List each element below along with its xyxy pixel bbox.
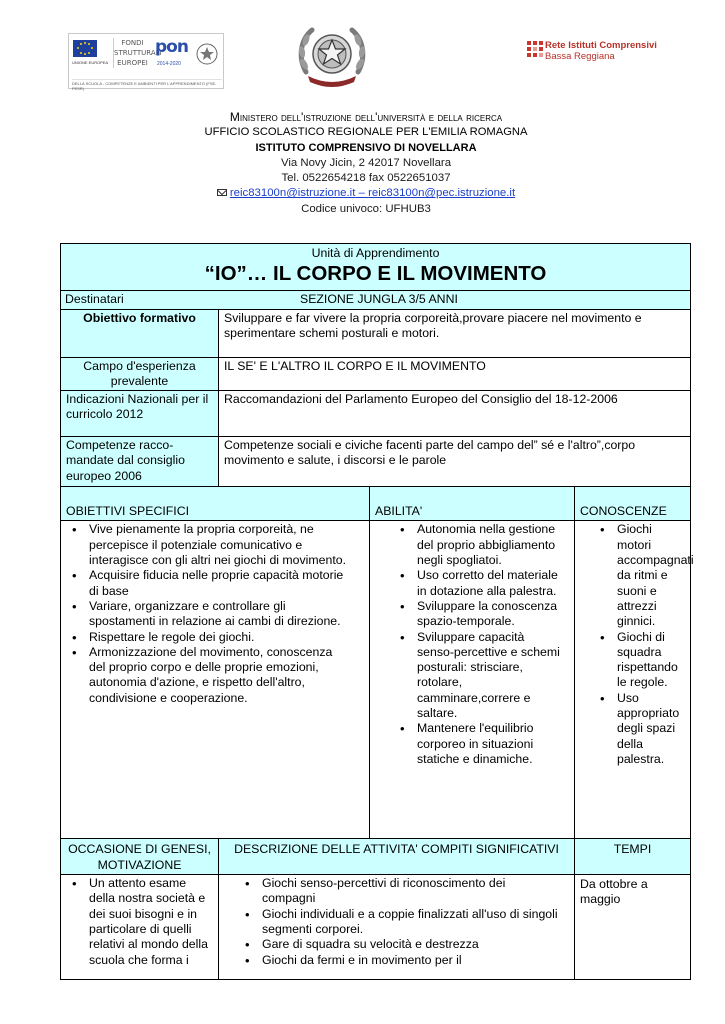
destinatari-row xyxy=(61,291,691,309)
list-item: • Giochi di squadra rispettando le regole. xyxy=(594,630,682,691)
occasione-cell xyxy=(61,875,219,980)
unit-title-cell xyxy=(61,244,691,291)
ministry-emblem-icon xyxy=(193,40,221,68)
rete-mark-icon xyxy=(527,41,543,57)
list-item: • Armonizzazione del movimento, conoscenza del proprio corpo e delle proprie emozioni, autonomia d'azione, e rispetto dell'altro, condivisione e cooperazione. xyxy=(66,645,351,706)
rete-area: Bassa Reggiana xyxy=(545,51,615,62)
destinatari-value: SEZIONE JUNGLA 3/5 ANNI xyxy=(300,292,458,307)
obiettivi-specifici-list xyxy=(66,522,351,706)
list-item: • Un attento esame della nostra società e dei suoi bisogni e in particolare di quelli relativi al mondo della scuola che forma i xyxy=(66,876,210,968)
conoscenze-cell xyxy=(575,521,694,839)
list-item: • Rispettare le regole dei giochi. xyxy=(66,630,351,645)
obiettivo-label: Obiettivo formativo xyxy=(61,309,219,357)
occasione-list xyxy=(66,876,210,968)
list-item: • Uso appropriato degli spazi della palestra. xyxy=(594,691,682,767)
rete-name: Rete Istituti Comprensivi xyxy=(545,40,657,51)
descrizione-cell xyxy=(219,875,575,980)
list-item: • Vive pienamente la propria corporeità, ne percepisce il potenziale comunicativo e interagisce con gli altri nei giochi di movimento. xyxy=(66,522,351,568)
pec-link[interactable]: reic83100n@pec.istruzione.it xyxy=(368,187,516,200)
campo-label: Campo d'esperienza prevalente xyxy=(61,357,219,391)
school-address-block xyxy=(150,110,582,217)
eu-flag-icon xyxy=(73,40,97,57)
list-item: • Autonomia nella gestione del proprio abbigliamento negli spogliatoi. xyxy=(394,522,562,568)
header-conoscenze: CONOSCENZE xyxy=(575,487,691,521)
school-street: Via Novy Jicin, 2 42017 Novellara xyxy=(280,156,452,169)
pon-footer-text: DELLA SCUOLA - COMPETENZE E AMBIENTI PER L'APPRENDIMENTO (FSE-FESR) xyxy=(72,79,222,91)
list-item: • Sviluppare la conoscenza spazio-temporale. xyxy=(394,599,562,630)
list-item: • Sviluppare capacità senso-percettive e schemi posturali: strisciare, rotolare, camminare,correre e saltare. xyxy=(394,630,562,722)
school-code: Codice univoco: UFHUB3 xyxy=(301,202,431,215)
competenze-label: Competenze racco-mandate dal consiglio europeo 2006 xyxy=(61,437,219,487)
header-abilita: ABILITA' xyxy=(370,487,575,521)
header-descrizione: DESCRIZIONE DELLE ATTIVITA' COMPITI SIGNIFICATIVI xyxy=(219,839,575,875)
list-item: • Uso corretto del materiale in dotazione alla palestra. xyxy=(394,568,562,599)
header-obiettivi-specifici: OBIETTIVI SPECIFICI xyxy=(61,487,370,521)
email-separator: – xyxy=(355,187,369,200)
eu-label: UNIONE EUROPEA xyxy=(72,60,109,65)
school-phone: Tel. 0522654218 fax 0522651037 xyxy=(281,172,451,185)
campo-value: IL SE' E L'ALTRO IL CORPO E IL MOVIMENTO xyxy=(219,357,691,391)
italian-republic-emblem-icon xyxy=(294,20,370,90)
list-item: • Giochi individuali e a coppie finalizzati all'uso di singoli segmenti corporei. xyxy=(239,907,560,938)
ministry-name: Ministero dell'istruzione dell'università e della ricerca xyxy=(229,110,503,124)
list-item: • Giochi da fermi e in movimento per il xyxy=(239,953,560,968)
obiettivi-specifici-cell xyxy=(61,521,370,839)
list-item: • Variare, organizzare e controllare gli spostamenti in relazione ai cambi di direzione. xyxy=(66,599,351,630)
list-item: • Gare di squadra su velocità e destrezza xyxy=(239,937,560,952)
abilita-cell xyxy=(370,521,575,839)
indicazioni-value: Raccomandazioni del Parlamento Europeo del Consiglio del 18-12-2006 xyxy=(219,391,691,437)
unit-label: Unità di Apprendimento xyxy=(311,246,440,260)
indicazioni-label: Indicazioni Nazionali per il curricolo 2012 xyxy=(61,391,219,437)
conoscenze-list xyxy=(594,522,694,767)
list-item: • Acquisire fiducia nelle proprie capacità motorie di base xyxy=(66,568,351,599)
list-item: • Giochi motori accompagnati da ritmi e suoni e attrezzi ginnici. xyxy=(594,522,682,629)
header-occasione: OCCASIONE DI GENESI, MOTIVAZIONE xyxy=(61,839,219,875)
list-item: • Giochi senso-percettivi di riconoscimento dei compagni xyxy=(239,876,560,907)
office-name: UFFICIO SCOLASTICO REGIONALE PER L'EMILIA ROMAGNA xyxy=(204,126,528,139)
pon-logo: pon 2014-2020 xyxy=(155,37,188,67)
abilita-list xyxy=(394,522,562,767)
descrizione-list xyxy=(239,876,560,968)
obiettivo-value: Sviluppare e far vivere la propria corporeità,provare piacere nel movimento e sperimentare schemi posturali e motori. xyxy=(219,309,691,357)
school-name: ISTITUTO COMPRENSIVO DI NOVELLARA xyxy=(255,141,477,154)
competenze-value: Competenze sociali e civiche facenti parte del campo del” sé e l'altro”,corpo movimento e salute, i discorsi e le parole xyxy=(219,437,691,487)
list-item: • Mantenere l'equilibrio corporeo in situazioni statiche e dinamiche. xyxy=(394,721,562,767)
fondi-strutturali-logo xyxy=(68,33,224,89)
email-link[interactable]: reic83100n@istruzione.it xyxy=(229,187,356,200)
envelope-icon xyxy=(217,189,227,196)
tempi-value: Da ottobre a maggio xyxy=(575,875,691,980)
unit-title: “IO”… IL CORPO E IL MOVIMENTO xyxy=(204,262,547,286)
header-tempi: TEMPI xyxy=(575,839,691,875)
fondi-text: FONDI STRUTTURALI EUROPEI xyxy=(114,39,162,67)
destinatari-label: Destinatari xyxy=(65,292,124,307)
school-email-line xyxy=(150,186,582,201)
learning-unit-table xyxy=(60,243,694,980)
